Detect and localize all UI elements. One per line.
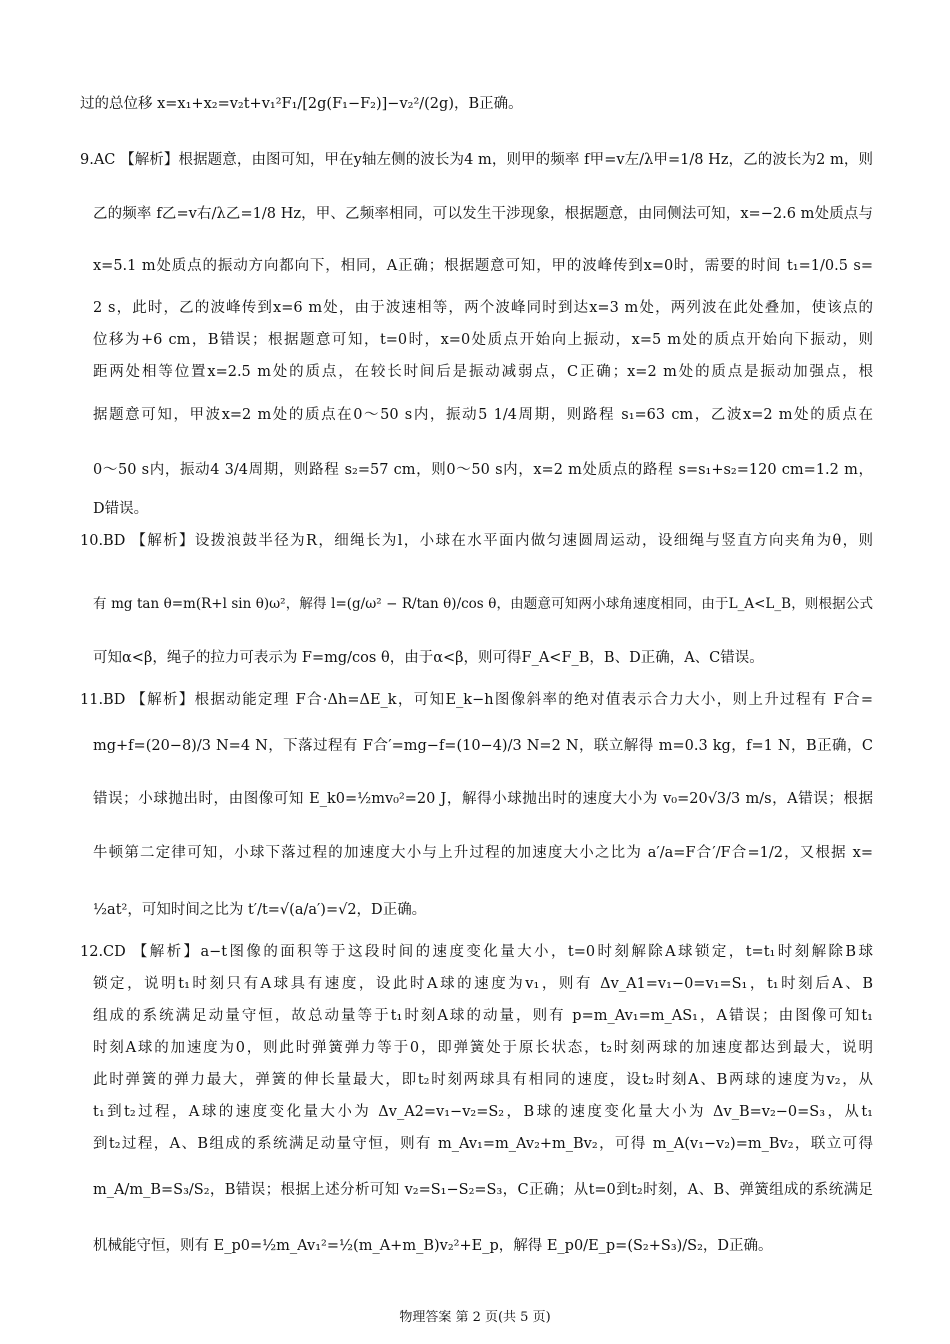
text-line: 错误；小球抛出时，由图像可知 E_k0=½mv₀²=20 J，解得小球抛出时的速度大小为 v₀=20√3/3 m/s，A错误；根据 — [93, 791, 873, 807]
text-line: 距两处相等位置x=2.5 m处的质点，在较长时间后是振动减弱点，C正确；x=2 m处的质点是振动加强点，根 — [93, 364, 873, 380]
text-line: x=5.1 m处质点的振动方向都向下，相同，A正确；根据题意可知，甲的波峰传到x=0时，需要的时间 t₁=1/0.5 s= — [93, 258, 873, 274]
text-line: 此时弹簧的弹力最大，弹簧的伸长量最大，即t₂时刻两球具有相同的速度，设t₂时刻A、B两球的速度为v₂，从 — [93, 1072, 873, 1088]
text-line: 据题意可知，甲波x=2 m处的质点在0～50 s内，振动5 1/4周期，则路程 s₁=63 cm，乙波x=2 m处的质点在 — [93, 407, 873, 423]
text-line: 9.AC 【解析】根据题意，由图可知，甲在y轴左侧的波长为4 m，则甲的频率 f甲=v左/λ甲=1/8 Hz，乙的波长为2 m，则 — [80, 152, 873, 168]
page-footer: 物理答案 第 2 页(共 5 页) — [399, 1310, 551, 1325]
text-line: ½at²，可知时间之比为 t′/t=√(a/a′)=√2，D正确。 — [93, 902, 427, 918]
text-line: 牛顿第二定律可知，小球下落过程的加速度大小与上升过程的加速度大小之比为 a′/a=F合′/F合=1/2，又根据 x= — [93, 845, 873, 861]
text-line: 锁定，说明t₁时刻只有A球具有速度，设此时A球的速度为v₁，则有 Δv_A1=v₁−0=v₁=S₁，t₁时刻后A、B — [93, 976, 873, 992]
text-line: 到t₂过程，A、B组成的系统满足动量守恒，则有 m_Av₁=m_Av₂+m_Bv₂，可得 m_A(v₁−v₂)=m_Bv₂，联立可得 — [93, 1136, 873, 1152]
text-line: 11.BD 【解析】根据动能定理 F合·Δh=ΔE_k，可知E_k−h图像斜率的绝对值表示合力大小，则上升过程有 F合= — [80, 692, 873, 708]
text-line: 时刻A球的加速度为0，则此时弹簧弹力等于0，即弹簧处于原长状态，t₂时刻两球的加速度都达到最大，说明 — [93, 1040, 873, 1056]
text-line: mg+f=(20−8)/3 N=4 N，下落过程有 F合′=mg−f=(10−4)/3 N=2 N，联立解得 m=0.3 kg，f=1 N，B正确，C — [93, 738, 873, 754]
text-line: 2 s，此时，乙的波峰传到x=6 m处，由于波速相等，两个波峰同时到达x=3 m处，两列波在此处叠加，使该点的 — [93, 300, 873, 316]
text-line: 10.BD 【解析】设拨浪鼓半径为R，细绳长为l，小球在水平面内做匀速圆周运动，设细绳与竖直方向夹角为θ，则 — [80, 533, 873, 549]
text-line: 过的总位移 x=x₁+x₂=v₂t+v₁²F₁/[2g(F₁−F₂)]−v₂²/(2g)，B正确。 — [80, 96, 523, 112]
text-line: m_A/m_B=S₃/S₂，B错误；根据上述分析可知 v₂=S₁−S₂=S₃，C正确；从t=0到t₂时刻，A、B、弹簧组成的系统满足 — [93, 1182, 873, 1198]
text-line: 0～50 s内，振动4 3/4周期，则路程 s₂=57 cm，则0～50 s内，x=2 m处质点的路程 s=s₁+s₂=120 cm=1.2 m， — [93, 462, 873, 478]
text-line: 组成的系统满足动量守恒，故总动量等于t₁时刻A球的动量，则有 p=m_Av₁=m_AS₁，A错误；由图像可知t₁ — [93, 1008, 873, 1024]
text-line: t₁到t₂过程，A球的速度变化量大小为 Δv_A2=v₁−v₂=S₂，B球的速度变化量大小为 Δv_B=v₂−0=S₃，从t₁ — [93, 1104, 873, 1120]
text-line: 可知α<β，绳子的拉力可表示为 F=mg/cos θ，由于α<β，则可得F_A<F_B，B、D正确，A、C错误。 — [93, 650, 764, 666]
text-line: 乙的频率 f乙=v右/λ乙=1/8 Hz，甲、乙频率相同，可以发生干涉现象，根据题意，由同侧法可知，x=−2.6 m处质点与 — [93, 206, 873, 222]
text-line: 机械能守恒，则有 E_p0=½m_Av₁²=½(m_A+m_B)v₂²+E_p，解得 E_p0/E_p=(S₂+S₃)/S₂，D正确。 — [93, 1238, 773, 1254]
text-line: 有 mg tan θ=m(R+l sin θ)ω²，解得 l=(g/ω² − R/tan θ)/cos θ，由题意可知两小球角速度相同，由于L_A<L_B，则根据公式 — [93, 596, 873, 612]
text-line: 12.CD 【解析】a−t图像的面积等于这段时间的速度变化量大小，t=0时刻解除A球锁定，t=t₁时刻解除B球 — [80, 944, 873, 960]
text-line: D错误。 — [93, 501, 149, 517]
text-line: 位移为+6 cm，B错误；根据题意可知，t=0时，x=0处质点开始向上振动，x=5 m处的质点开始向下振动，则 — [93, 332, 873, 348]
